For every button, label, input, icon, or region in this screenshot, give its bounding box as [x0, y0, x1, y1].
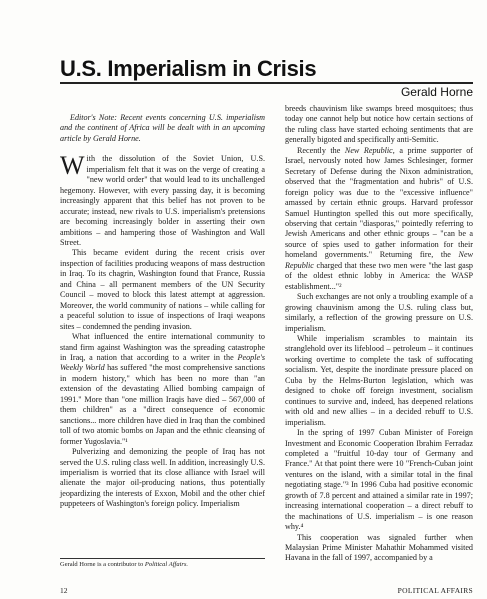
paragraph: Such exchanges are not only a troubling example of a growing chauvinism among the U.S. ruling class but, similarly, a reflection of the growing pressure on U.S. imperialism.	[285, 292, 473, 333]
paragraph	[60, 151, 265, 248]
right-column	[285, 104, 473, 564]
publication-name: New Republic	[285, 250, 473, 270]
footnote-text: Gerald Horne is a contributor to	[60, 561, 145, 568]
left-column	[60, 113, 265, 510]
paragraph: This cooperation was signaled further when Malaysian Prime Minister Mahathir Mohammed visited Havana in the fall of 1997, accompanied by a	[285, 532, 473, 563]
running-footer: POLITICAL AFFAIRS	[397, 586, 473, 595]
editors-note: Editor's Note: Recent events concerning U.S. imperialism and the continent of Africa will be dealt with in an upcoming article by Gerald Horne.	[60, 113, 265, 143]
paragraph	[285, 146, 473, 292]
paragraph: breeds chauvinism like swamps breed mosquitoes; thus today one cannot help but notice how certain sections of the ruling class have started echoing sentiments that are generally bigoted and specifically anti-Semitic.	[285, 104, 473, 145]
paragraph	[60, 332, 265, 447]
publication-name: Political Affairs.	[144, 561, 189, 568]
article-title: U.S. Imperialism in Crisis	[60, 56, 317, 81]
paragraph-text: has suffered "the most comprehensive sanctions in modern history," which has been no more than "an extension of the devastating Allied bombing campaign of 1991." More than "one million Iraqis have died – 567,000 of them children" as a "direct consequence of economic sanctions... more children have died in Iraq than the combined toll of two atomic bombs on Japan and the ethnic cleansing of former Yugoslavia."¹	[60, 363, 265, 446]
title-rule	[60, 82, 473, 84]
paragraph-text: Recently the	[297, 145, 345, 155]
paragraph: While imperialism scrambles to maintain its stranglehold over its lifeblood – petroleum – it continues working overtime to complete the task of suffocating socialism. Yet, despite the inordinate pressure placed on Cuba by the Helms-Burton legislation, which was designed to choke off foreign investment, socialism continues to survive and, indeed, has deepened relations with old and new allies – in a decided rebuff to U.S. imperialism.	[285, 333, 473, 427]
drop-cap: W	[60, 151, 85, 181]
publication-name: New Republic	[344, 145, 393, 155]
paragraph-text: What influenced the entire international community to stand firm against Washington was the spreading catastrophe in Iraq, a nation that according to a writer in the	[60, 332, 265, 362]
paragraph: In the spring of 1997 Cuban Minister of Foreign Investment and Economic Cooperation Ibrahim Ferradaz completed a "fruitful 10-day tour of Germany and France." At that point there were 10 "French-Cuban joint ventures on the island, with a similar total in the final negotiating stage."³ In 1996 Cuba had positive economic growth of 7.8 percent and attained a similar rate in 1997; increasing international cooperation – a direct rebuff to the machinations of U.S. imperialism – is one reason why.⁴	[285, 428, 473, 532]
paragraph: Pulverizing and demonizing the people of Iraq has not served the U.S. ruling class well. In addition, increasingly U.S. imperialism is worried that its close alliance with Israel will alienate the major oil-producing nations, thus potentially jeopardizing the interests of Exxon, Mobil and the other chief puppeteers of Washington's foreign policy. Imperialism	[60, 447, 265, 509]
paragraph: This became evident during the recent crisis over inspection of facilities producing weapons of mass destruction in Iraq. To its chagrin, Washington found that France, Russia and China – all permanent members of the UN Security Council – moved to block this latest attempt at aggression. Moreover, the world community of nations – while calling for a peaceful solution to issue of inspections of Iraqi weapons sites – condemned the pending invasion.	[60, 248, 265, 331]
author-bio-footnote	[60, 561, 188, 568]
publication-name: People's Weekly World	[60, 352, 265, 373]
article-author: Gerald Horne	[400, 85, 473, 99]
page-number: 12	[60, 586, 68, 595]
footnote-rule	[60, 558, 265, 559]
paragraph-text: , a prime supporter of Israel, nervously noted how James Schlesinger, former Secretary of Defense during the Nixon administration, observed that the "fragmentation and hubris" of U.S. foreign policy was due to the "excessive influence" amassed by certain ethnic groups. Harvard professor Samuel Huntington spelled this out more specifically, observing that certain "diasporas," pointedly referring to Jewish Americans and other ethnic groups – "can be a source of spies used to gather information for their homeland governments." Returning fire, the	[285, 145, 474, 260]
paragraph-text: charged that these two men were "the last gasp of the oldest ethnic lobby in America: the WASP establishment..."²	[285, 260, 473, 291]
paragraph-text: ith the dissolution of the Soviet Union, U.S. imperialism felt that it was on the verge of creating a "new world order" that would lead to its unchallenged hegemony. However, with every passing day, it is becoming increasingly apparent that this belief has not proven to be accurate; instead, new rivals to U.S. imperialism's pretensions are becoming increasingly bolder in asserting their own ambitions – and hampering those of Washington and Wall Street.	[60, 154, 265, 247]
